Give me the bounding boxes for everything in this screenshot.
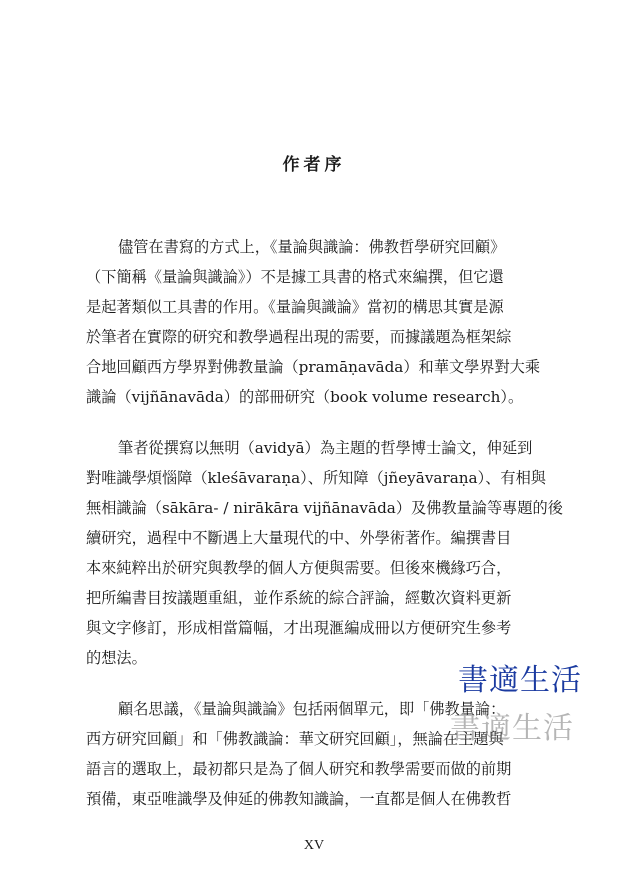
text-line: 的想法。 — [86, 649, 147, 667]
page-title: 作者序 — [282, 155, 346, 175]
text-line: （下簡稱《量論與識論》）不是據工具書的格式來編撰，但它還 — [86, 268, 504, 286]
text-line: 本來純粹出於研究與教學的個人方便與需要。但後來機緣巧合， — [86, 559, 512, 577]
page-number: XV — [303, 838, 325, 853]
watermark-logo — [450, 655, 620, 755]
text-line: 無相識論（sākāra- / nirākāra vijñānavāda）及佛教量論等專題的後 — [86, 499, 563, 517]
text-line: 對唯識學煩惱障（kleśāvaraṇa）、所知障（jñeyāvaraṇa）、有相與 — [86, 469, 546, 487]
text-line: 於筆者在實際的研究和教學過程出現的需要，而據議題為框架綜 — [86, 328, 512, 346]
text-line: 筆者從撰寫以無明（avidyā）為主題的哲學博士論文，伸延到 — [118, 439, 533, 457]
text-line: 儘管在書寫的方式上，《量論與識論：佛教哲學研究回顧》 — [118, 238, 506, 256]
watermark-shadow-text: 書適生活 — [450, 711, 574, 746]
text-line: 識論（vijñānavāda）的部冊研究（book volume research）。 — [86, 388, 524, 406]
paragraph-1 — [86, 232, 556, 412]
text-line: 預備，東亞唯識學及伸延的佛教知識論，一直都是個人在佛教哲 — [86, 790, 512, 808]
text-line: 續研究，過程中不斷遇上大量現代的中、外學術著作。編撰書目 — [86, 529, 512, 547]
text-line: 合地回顧西方學界對佛教量論（pramāṇavāda）和華文學界對大乘 — [86, 358, 541, 376]
text-line: 與文字修訂，形成相當篇幅，才出現滙編成冊以方便研究生參考 — [86, 619, 512, 637]
text-line: 語言的選取上，最初都只是為了個人研究和教學需要而做的前期 — [86, 760, 512, 778]
text-line: 西方研究回顧」和「佛教識論：華文研究回顧」，無論在主題與 — [86, 730, 504, 748]
text-line: 顧名思議，《量論與識論》包括兩個單元，即「佛教量論： — [118, 700, 506, 718]
text-line: 是起著類似工具書的作用。《量論與識論》當初的構思其實是源 — [86, 298, 504, 316]
watermark-text: 書適生活 — [458, 663, 582, 698]
text-line: 把所編書目按議題重組，並作系統的綜合評論，經數次資料更新 — [86, 589, 512, 607]
paragraph-2 — [86, 433, 563, 673]
